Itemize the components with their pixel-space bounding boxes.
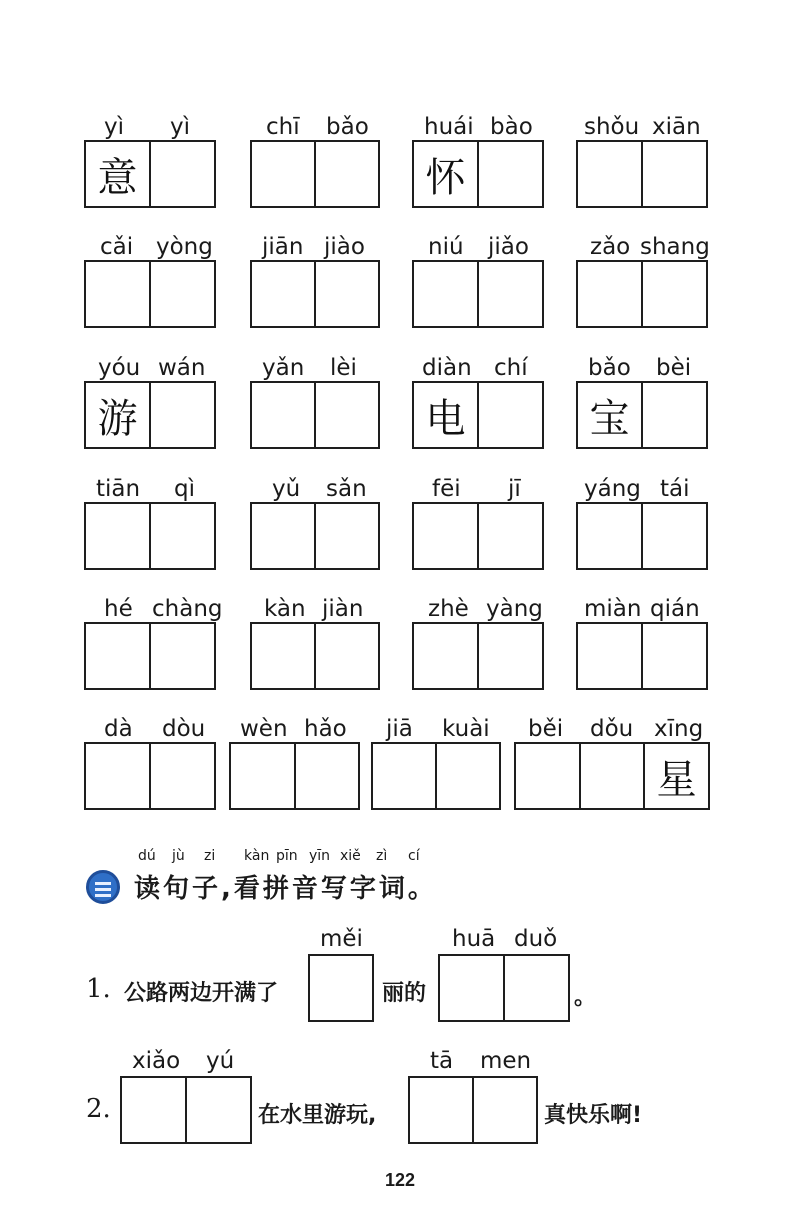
pinyin: huā (452, 926, 496, 952)
char-cell[interactable] (314, 383, 378, 447)
char-cell[interactable] (185, 1078, 250, 1142)
word-box[interactable] (576, 381, 708, 449)
pinyin: yòng (156, 234, 213, 260)
sentence-text: 公路两边开满了 (124, 981, 279, 1006)
pinyin: tiān (96, 476, 141, 502)
char-cell[interactable] (122, 1078, 185, 1142)
char-cell[interactable] (641, 262, 706, 326)
heading-pinyin: dú (138, 848, 156, 864)
char-cell[interactable] (314, 624, 378, 688)
pinyin: chàng (152, 596, 223, 622)
pinyin: lèi (330, 355, 357, 381)
word-box[interactable] (250, 622, 380, 690)
pinyin: wèn (240, 716, 288, 742)
char-cell[interactable] (477, 142, 542, 206)
char-cell[interactable] (149, 262, 214, 326)
pinyin: yóu (98, 355, 141, 381)
pinyin: xiǎo (132, 1048, 181, 1074)
heading-pinyin: xiě (340, 848, 361, 864)
pinyin: hǎo (304, 716, 347, 742)
pinyin: hé (104, 596, 133, 622)
char-cell[interactable] (477, 504, 542, 568)
pinyin: huái (424, 114, 474, 140)
char-cell[interactable] (414, 624, 477, 688)
char-cell[interactable] (373, 744, 435, 808)
char-cell[interactable] (440, 956, 503, 1020)
char-cell[interactable] (578, 624, 641, 688)
char-cell[interactable]: 怀 (425, 154, 466, 201)
char-cell[interactable] (503, 956, 568, 1020)
pinyin: shang (640, 234, 710, 260)
pinyin: cǎi (100, 234, 134, 260)
char-cell[interactable]: 电 (425, 395, 466, 442)
char-cell[interactable]: 意 (97, 154, 138, 201)
char-cell[interactable] (641, 624, 706, 688)
char-cell[interactable] (86, 262, 149, 326)
char-cell[interactable] (579, 744, 644, 808)
char-cell[interactable] (641, 504, 706, 568)
pinyin: kàn (264, 596, 306, 622)
word-box[interactable] (371, 742, 501, 810)
char-cell[interactable] (414, 504, 477, 568)
word-box[interactable] (412, 622, 544, 690)
page-number: 122 (384, 1170, 416, 1190)
char-cell[interactable] (314, 262, 378, 326)
pinyin: zǎo (590, 234, 631, 260)
pinyin: yì (170, 114, 191, 140)
heading-pinyin: kàn (244, 848, 270, 864)
char-cell[interactable] (641, 383, 706, 447)
pinyin: dà (104, 716, 133, 742)
pinyin: yú (206, 1048, 235, 1074)
pinyin: tái (660, 476, 690, 502)
heading-pinyin: pīn (276, 848, 298, 864)
char-cell[interactable] (294, 744, 359, 808)
word-box[interactable] (84, 742, 216, 810)
word-box[interactable] (84, 260, 216, 328)
word-box[interactable] (84, 502, 216, 570)
char-cell[interactable] (314, 504, 378, 568)
word-box[interactable] (576, 140, 708, 208)
char-cell[interactable] (252, 142, 314, 206)
char-cell[interactable] (149, 504, 214, 568)
pinyin: chī (266, 114, 300, 140)
pinyin: tā (430, 1048, 454, 1074)
word-box[interactable] (250, 502, 380, 570)
pinyin: miàn (584, 596, 642, 622)
pinyin: běi (528, 716, 564, 742)
sentence-text: 。 (574, 985, 597, 1010)
pinyin: měi (320, 926, 363, 952)
char-cell[interactable]: 宝 (589, 395, 630, 442)
pinyin: diàn (422, 355, 472, 381)
pinyin: yàng (486, 596, 543, 622)
pinyin: jiā (386, 716, 413, 742)
pinyin: chí (494, 355, 528, 381)
char-cell[interactable] (578, 142, 641, 206)
char-cell[interactable] (578, 262, 641, 326)
pinyin: duǒ (514, 926, 558, 952)
word-box[interactable] (514, 742, 710, 810)
pinyin: yǎn (262, 355, 305, 381)
heading-pinyin: zì (376, 848, 388, 864)
pinyin: zhè (428, 596, 469, 622)
pinyin: yì (104, 114, 125, 140)
char-cell[interactable] (516, 744, 579, 808)
pinyin: xiān (652, 114, 701, 140)
word-box[interactable] (576, 622, 708, 690)
char-cell[interactable] (252, 624, 314, 688)
char-cell[interactable] (86, 744, 149, 808)
char-cell[interactable] (231, 744, 294, 808)
word-box[interactable] (250, 260, 380, 328)
char-cell[interactable] (578, 504, 641, 568)
pinyin: bào (490, 114, 533, 140)
char-cell[interactable] (149, 624, 214, 688)
sentence-text: 真快乐啊! (544, 1103, 643, 1128)
section-badge-icon (86, 870, 120, 904)
pinyin: jiào (324, 234, 365, 260)
char-cell[interactable] (472, 1078, 536, 1142)
word-box[interactable] (84, 140, 216, 208)
word-box[interactable] (576, 260, 708, 328)
char-cell[interactable] (149, 383, 214, 447)
pinyin: jī (508, 476, 521, 502)
pinyin: qì (174, 476, 195, 502)
char-cell[interactable] (435, 744, 499, 808)
word-box[interactable] (576, 502, 708, 570)
pinyin: yǔ (272, 476, 301, 502)
answer-box[interactable] (408, 1076, 538, 1144)
word-box[interactable] (412, 260, 544, 328)
pinyin: sǎn (326, 476, 367, 502)
pinyin: bǎo (326, 114, 369, 140)
sentence-number: 2. (86, 1094, 111, 1124)
char-cell[interactable] (86, 624, 149, 688)
char-cell[interactable] (641, 142, 706, 206)
heading-pinyin: yīn (309, 848, 331, 864)
pinyin: qián (650, 596, 700, 622)
pinyin: yáng (584, 476, 641, 502)
char-cell[interactable] (86, 504, 149, 568)
pinyin: fēi (432, 476, 461, 502)
sentence-text: 丽的 (382, 981, 427, 1006)
word-box[interactable] (412, 140, 544, 208)
char-cell[interactable] (414, 262, 477, 326)
word-box[interactable] (250, 381, 380, 449)
char-cell[interactable] (252, 504, 314, 568)
char-cell[interactable] (477, 383, 542, 447)
char-cell[interactable]: 游 (97, 395, 138, 442)
pinyin: men (480, 1048, 532, 1074)
word-box[interactable] (84, 381, 216, 449)
heading-pinyin: zi (204, 848, 216, 864)
pinyin: bǎo (588, 355, 631, 381)
pinyin: jiàn (322, 596, 364, 622)
section-title: 读句子,看拼音写字词。 (134, 874, 437, 904)
pinyin: niú (428, 234, 464, 260)
word-box[interactable] (250, 140, 380, 208)
char-cell[interactable] (149, 142, 214, 206)
char-cell[interactable] (477, 262, 542, 326)
pinyin: jiān (262, 234, 304, 260)
char-cell[interactable] (310, 956, 372, 1020)
char-cell[interactable] (314, 142, 378, 206)
pinyin: wán (158, 355, 206, 381)
word-box[interactable] (412, 502, 544, 570)
pinyin: dǒu (590, 716, 634, 742)
sentence-text: 在水里游玩, (258, 1103, 377, 1128)
word-box[interactable] (84, 622, 216, 690)
sentence-number: 1. (86, 974, 111, 1004)
pinyin: xīng (654, 716, 704, 742)
char-cell[interactable] (477, 624, 542, 688)
pinyin: bèi (656, 355, 692, 381)
heading-pinyin: jù (172, 848, 185, 864)
heading-pinyin: cí (408, 848, 420, 864)
char-cell[interactable] (252, 383, 314, 447)
word-box[interactable] (229, 742, 360, 810)
answer-box[interactable] (308, 954, 374, 1022)
word-box[interactable] (412, 381, 544, 449)
pinyin: dòu (162, 716, 206, 742)
answer-box[interactable] (438, 954, 570, 1022)
char-cell[interactable]: 星 (643, 744, 708, 808)
pinyin: jiǎo (488, 234, 529, 260)
char-cell[interactable] (149, 744, 214, 808)
pinyin: kuài (442, 716, 490, 742)
answer-box[interactable] (120, 1076, 252, 1144)
char-cell[interactable] (252, 262, 314, 326)
char-cell[interactable] (410, 1078, 472, 1142)
pinyin: shǒu (584, 114, 640, 140)
